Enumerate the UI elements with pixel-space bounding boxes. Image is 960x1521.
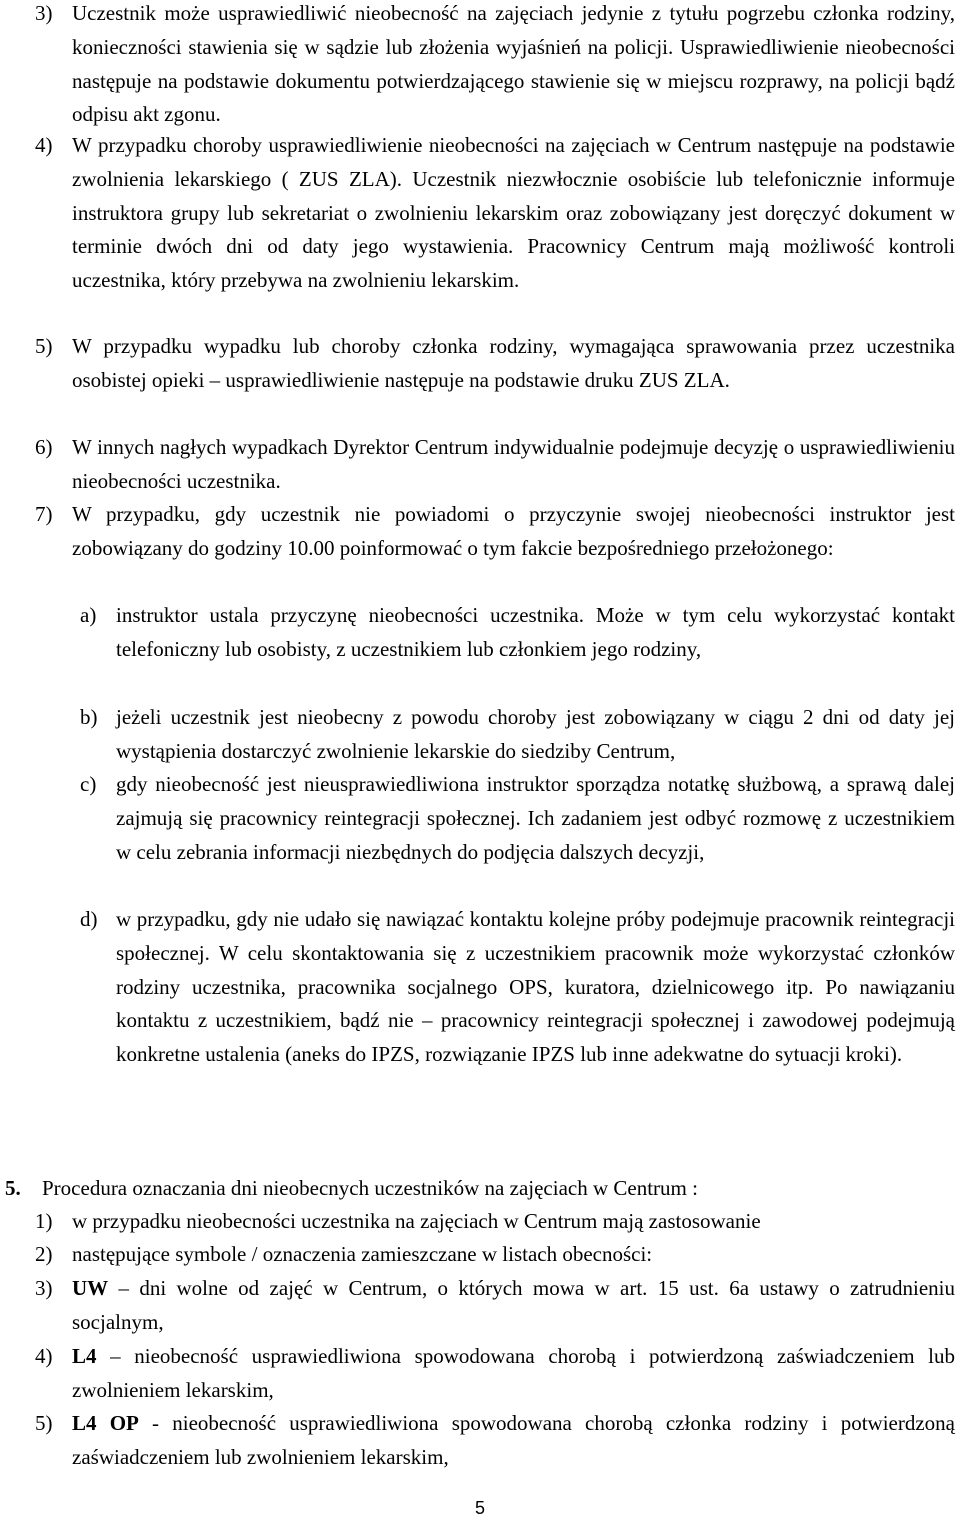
item-text: – dni wolne od zajęć w Centrum, o których mowa w art. 15 ust. 6a ustawy o zatrudnieniu socjalnym, <box>72 1276 955 1334</box>
section-title: Procedura oznaczania dni nieobecnych uczestników na zajęciach w Centrum : <box>42 1176 698 1200</box>
subitem-letter: b) <box>80 705 98 729</box>
item-number: 2) <box>35 1242 53 1266</box>
item-text: w przypadku nieobecności uczestnika na zajęciach w Centrum mają zastosowanie <box>72 1209 761 1233</box>
subitem-letter: a) <box>80 603 97 627</box>
subitem-paragraph: gdy nieobecność jest nieusprawiedliwiona instruktor sporządza notatkę służbową, a sprawą dalej zajmują się pracownicy reintegracji społecznej. Ich zadaniem jest odbyć rozmowę z uczestnikiem w celu zebrania informacji niezbędnych do podjęcia dalszych decyzji, <box>116 772 955 864</box>
subitem-letter: d) <box>80 907 98 931</box>
list-item-paragraph <box>72 1407 955 1475</box>
item-number: 1) <box>35 1209 53 1233</box>
item-text: następujące symbole / oznaczenia zamieszczane w listach obecności: <box>72 1242 653 1266</box>
item-number: 3) <box>35 1276 53 1300</box>
item-number: 4) <box>35 1344 53 1368</box>
item-text: – nieobecność usprawiedliwiona spowodowana chorobą i potwierdzoną zaświadczeniem lub zwolnieniem lekarskim, <box>72 1344 955 1402</box>
list-item-paragraph: W przypadku choroby usprawiedliwienie nieobecności na zajęciach w Centrum następuje na podstawie zwolnienia lekarskiego ( ZUS ZLA). Uczestnik niezwłocznie osobiście lub telefonicznie informuje instruktora grupy lub sekretariat o zwolnieniu lekarskim oraz zobowiązany jest doręczyć dokument w terminie dwóch dni od daty jego wystawienia. Pracownicy Centrum mają możliwość kontroli uczestnika, który przebywa na zwolnieniu lekarskim. <box>72 133 955 293</box>
item-number: 7) <box>35 502 53 526</box>
list-item-paragraph: W przypadku wypadku lub choroby członka rodziny, wymagająca sprawowania przez uczestnika osobistej opieki – usprawiedliwienie następuje na podstawie druku ZUS ZLA. <box>72 334 955 392</box>
subitem-paragraph: jeżeli uczestnik jest nieobecny z powodu choroby jest zobowiązany w ciągu 2 dni od daty jej wystąpienia dostarczyć zwolnienie lekarskie do siedziby Centrum, <box>116 705 955 763</box>
symbol-label: L4 OP <box>72 1411 139 1435</box>
subitem-letter: c) <box>80 772 97 796</box>
list-item-paragraph <box>72 1340 955 1408</box>
list-item-paragraph: W innych nagłych wypadkach Dyrektor Centrum indywidualnie podejmuje decyzję o usprawiedliwieniu nieobecności uczestnika. <box>72 435 955 493</box>
item-number: 4) <box>35 133 53 157</box>
symbol-label: UW <box>72 1276 109 1300</box>
list-item-paragraph <box>72 1238 955 1272</box>
symbol-label: L4 <box>72 1344 97 1368</box>
page-number: 5 <box>474 1498 485 1518</box>
item-text: - nieobecność usprawiedliwiona spowodowana chorobą członka rodziny i potwierdzoną zaświadczeniem lub zwolnieniem lekarskim, <box>72 1411 955 1469</box>
section-number: 5. <box>5 1176 21 1200</box>
list-item-paragraph <box>72 1272 955 1340</box>
item-number: 3) <box>35 1 53 25</box>
item-number: 5) <box>35 334 53 358</box>
item-number: 6) <box>35 435 53 459</box>
list-item-paragraph: Uczestnik może usprawiedliwić nieobecność na zajęciach jedynie z tytułu pogrzebu członka rodziny, konieczności stawienia się w sądzie lub złożenia wyjaśnień na policji. Usprawiedliwienie nieobecności następuje na podstawie dokumentu potwierdzającego stawienie się w miejscu rozprawy, na policji bądź odpisu akt zgonu. <box>72 1 955 127</box>
subitem-paragraph: instruktor ustala przyczynę nieobecności uczestnika. Może w tym celu wykorzystać kontakt telefoniczny lub osobisty, z uczestnikiem lub członkiem jego rodziny, <box>116 603 955 661</box>
list-item-paragraph: W przypadku, gdy uczestnik nie powiadomi o przyczynie swojej nieobecności instruktor jest zobowiązany do godziny 10.00 poinformować o tym fakcie bezpośredniego przełożonego: <box>72 502 955 560</box>
subitem-paragraph: w przypadku, gdy nie udało się nawiązać kontaktu kolejne próby podejmuje pracownik reintegracji społecznej. W celu skontaktowania się z uczestnikiem pracownik może wykorzystać członków rodziny uczestnika, pracownika socjalnego OPS, kuratora, dzielnicowego itp. Po nawiązaniu kontaktu z uczestnikiem, bądź nie – pracownicy reintegracji społecznej i zawodowej podejmują konkretne ustalenia (aneks do IPZS, rozwiązanie IPZS lub inne adekwatne do sytuacji kroki). <box>116 907 955 1067</box>
list-item-paragraph <box>72 1205 955 1239</box>
item-number: 5) <box>35 1411 53 1435</box>
